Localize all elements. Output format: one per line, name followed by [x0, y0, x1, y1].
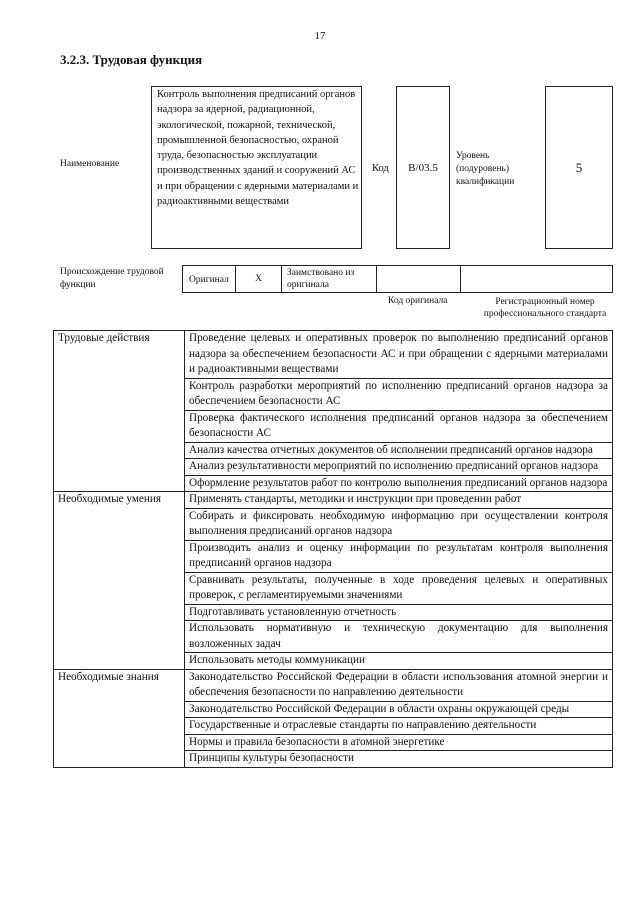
- name-label: Наименование: [60, 159, 120, 169]
- section-item: Использовать методы коммуникации: [185, 653, 613, 670]
- section-item: Использовать нормативную и техническую документацию для выполнения возложенных задач: [185, 621, 613, 653]
- code-label: Код: [372, 163, 389, 174]
- section-item: Подготавливать установленную отчетность: [185, 604, 613, 621]
- section-item: Государственные и отраслевые стандарты по направлению деятельности: [185, 718, 613, 735]
- section-item: Анализ результативности мероприятий по исполнению предписаний органов надзора: [185, 459, 613, 476]
- section-item: Собирать и фиксировать необходимую информацию при осуществлении контроля выполнения предписаний органов надзора: [185, 508, 613, 540]
- page-number: 17: [314, 30, 326, 42]
- section-item: Нормы и правила безопасности в атомной энергетике: [185, 734, 613, 751]
- section-item: Анализ качества отчетных документов об исполнении предписаний органов надзора: [185, 442, 613, 459]
- section-category: Трудовые действия: [54, 331, 185, 492]
- code-caption: Код оригинала: [388, 296, 448, 306]
- section-item: Применять стандарты, методики и инструкции при проведении работ: [185, 492, 613, 509]
- function-table: [53, 330, 613, 768]
- original-mark: X: [235, 266, 281, 292]
- original-label: Оригинал: [189, 275, 229, 285]
- code-box: B/03.5: [396, 86, 450, 249]
- section-item: Проведение целевых и оперативных проверок по выполнению предписаний органов надзора за обеспечением безопасности АС и при обращении с ядерными материалами и радиоактивными веществами: [185, 331, 613, 379]
- table-row: [54, 669, 613, 701]
- section-item: Законодательство Российской Федерации в области использования атомной энергии и обеспечения безопасности по направлению деятельности: [185, 669, 613, 701]
- section-item: Производить анализ и оценку информации по результатам контроля выполнения предписаний органов надзора: [185, 540, 613, 572]
- section-item: Проверка фактического исполнения предписаний органов надзора за обеспечением безопасности АС: [185, 410, 613, 442]
- level-label: Уровень (подуровень) квалификации: [456, 151, 515, 187]
- section-title: 3.2.3. Трудовая функция: [60, 52, 203, 67]
- table-row: [54, 331, 613, 379]
- borrowed-label: Заимствовано из оригинала: [281, 266, 376, 292]
- original-code-cell: [376, 266, 460, 292]
- section-item: Принципы культуры безопасности: [185, 751, 613, 768]
- origin-row: [182, 265, 613, 293]
- section-category: Необходимые знания: [54, 669, 185, 767]
- reg-number-cell: [460, 266, 612, 292]
- section-item: Контроль разработки мероприятий по исполнению предписаний органов надзора за обеспечением безопасности АС: [185, 378, 613, 410]
- section-item: Законодательство Российской Федерации в области охраны окружающей среды: [185, 701, 613, 718]
- table-row: [54, 492, 613, 509]
- section-item: Оформление результатов работ по контролю выполнения предписаний органов надзора: [185, 475, 613, 492]
- section-category: Необходимые умения: [54, 492, 185, 670]
- function-name-box: Контроль выполнения предписаний органов надзора за ядерной, радиационной, экологической, пожарной, технической, промышленной безопасностью, охраной труда, безопасностью эксплуатации производственных зданий и сооружений АС и при обращении с ядерными материалами и радиоактивными веществами: [151, 86, 362, 249]
- reg-caption: Регистрационный номер профессионального стандарта: [483, 297, 607, 319]
- origin-label: Происхождение трудовой функции: [60, 267, 164, 290]
- section-item: Сравнивать результаты, полученные в ходе проведения целевых и оперативных проверок, с регламентируемыми значениями: [185, 572, 613, 604]
- level-box: 5: [545, 86, 613, 249]
